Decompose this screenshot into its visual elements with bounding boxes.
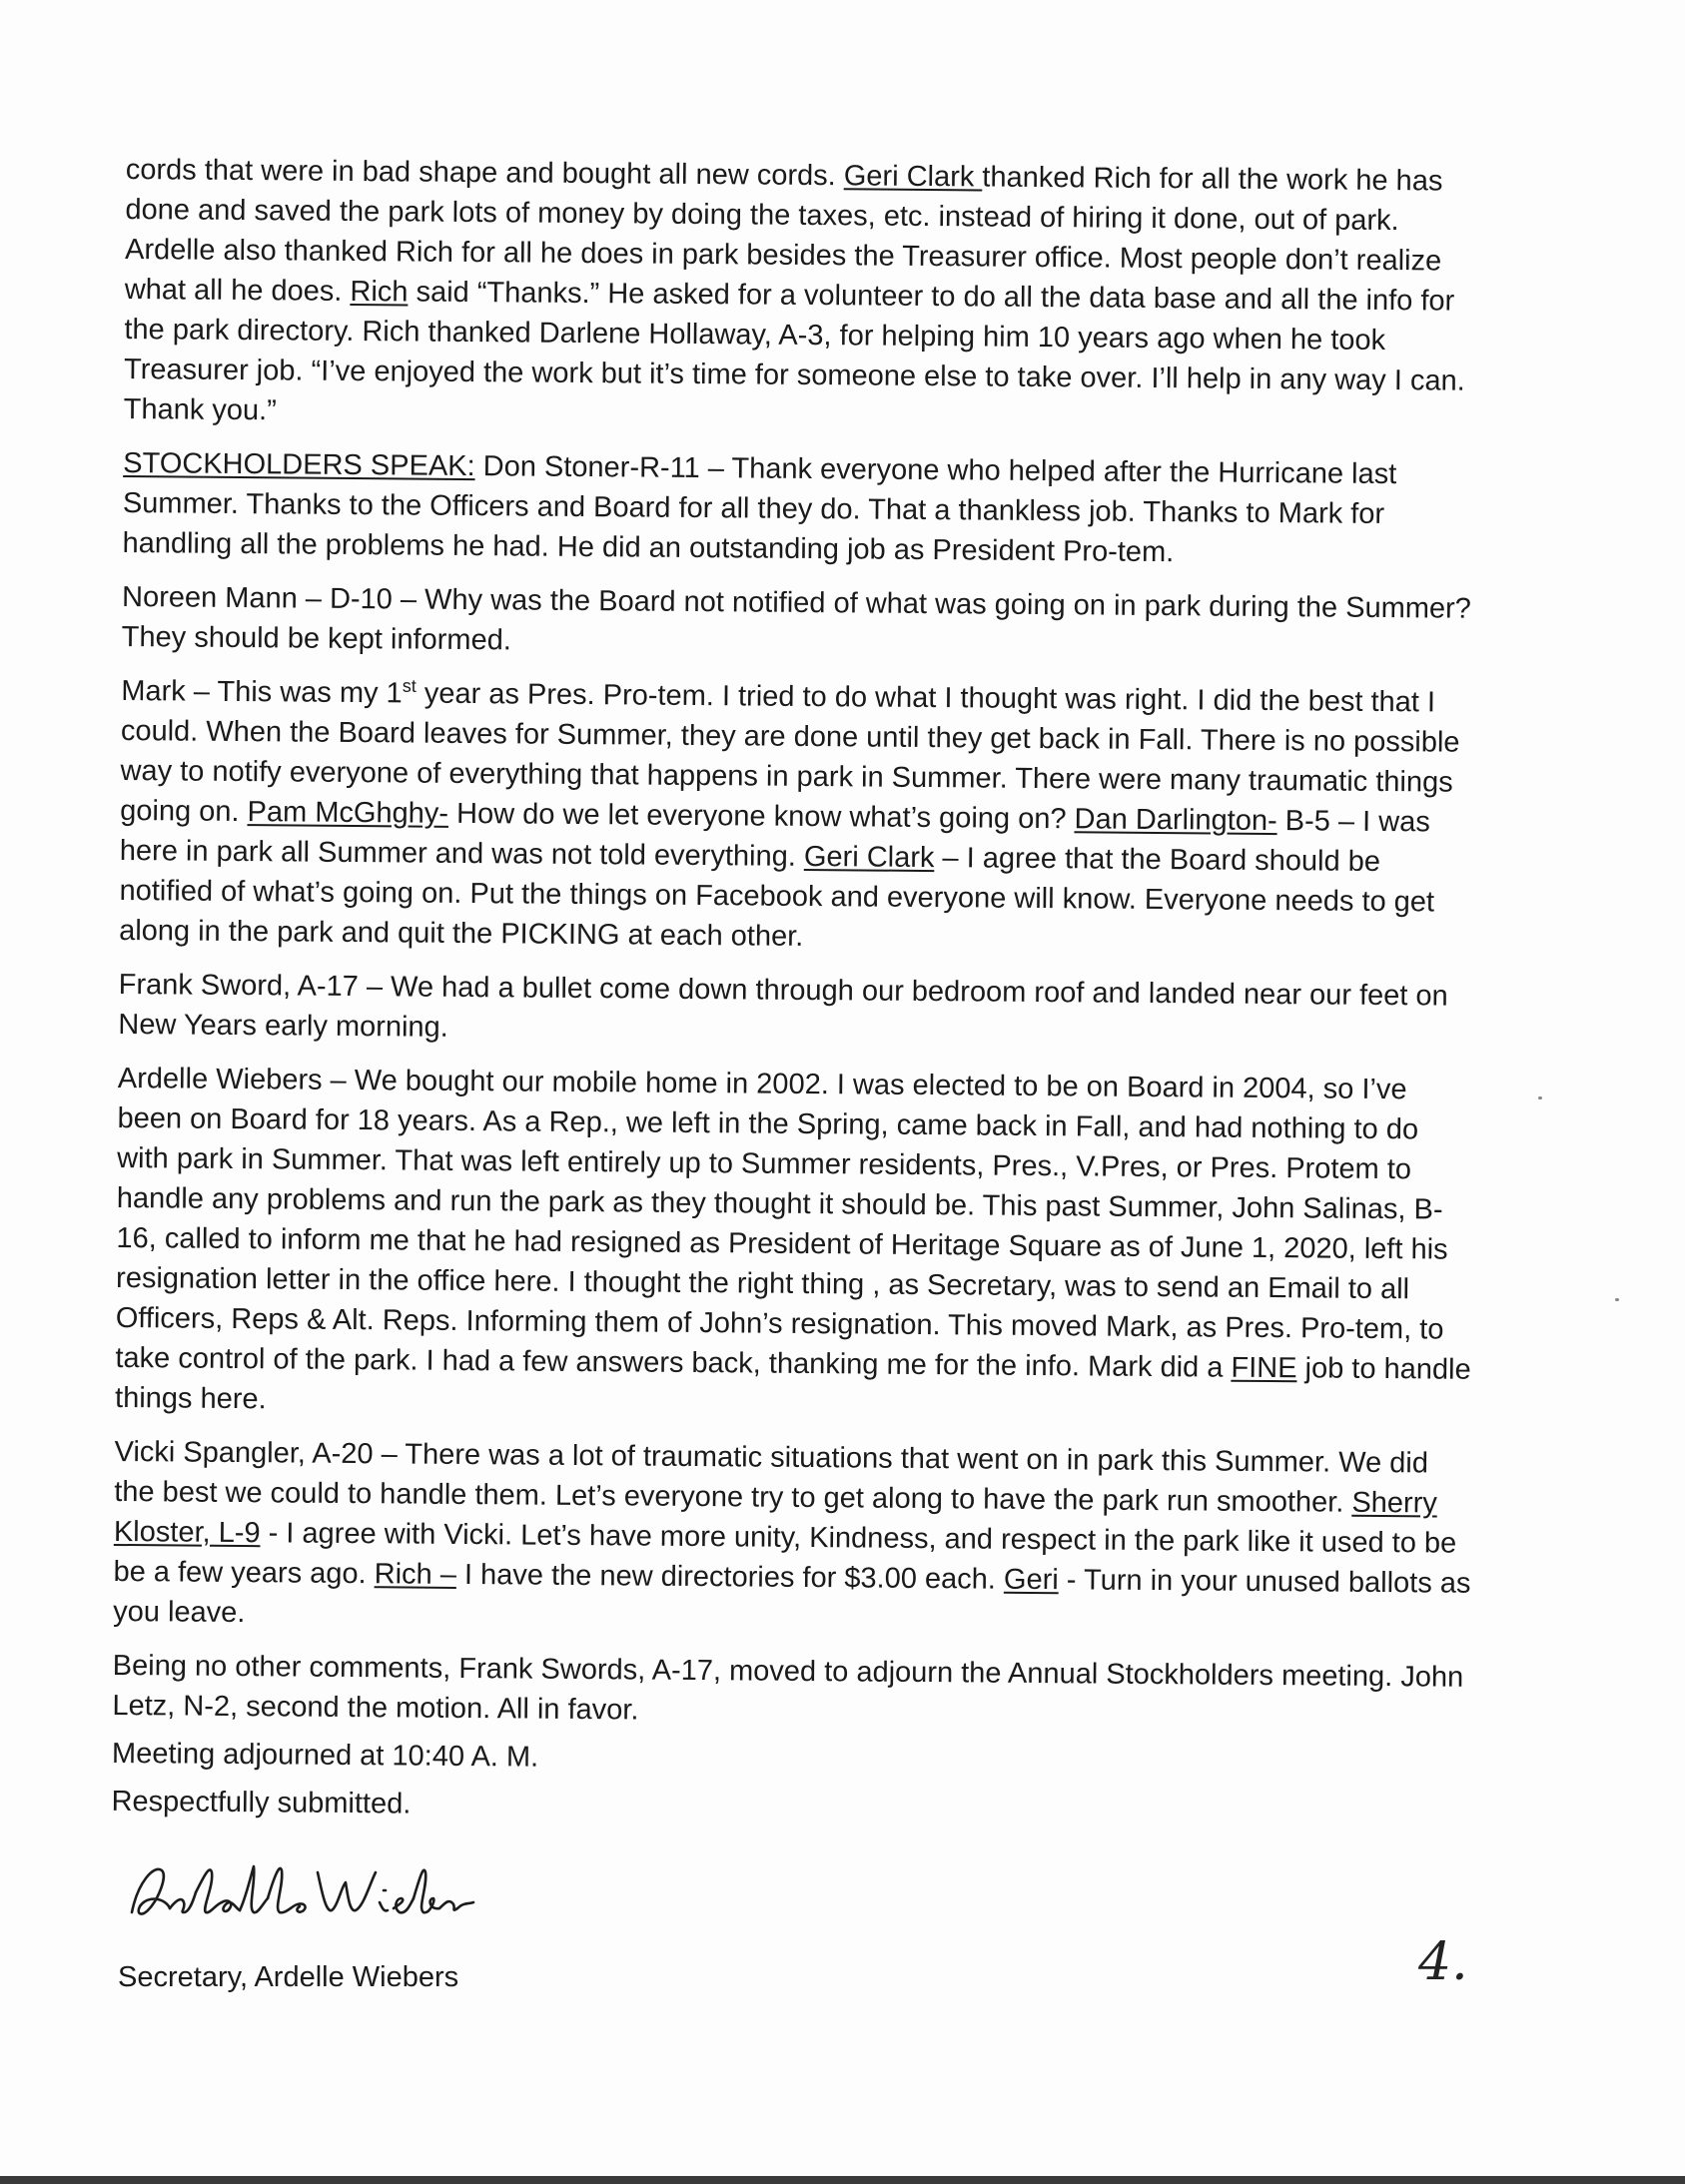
paragraph	[122, 443, 1481, 575]
text-segment: said “Thanks.” He asked for a volunteer to do all the data base and all the info for the park directory. Rich thanked Darlene Hollaway, A-3, for helping him 10 years ago when he took Treasurer job. “I’ve enjoyed the work but it’s time for someone else to take over. I’ll help in any way I can. Thank you.”	[123, 276, 1465, 427]
underlined-name: STOCKHOLDERS SPEAK:	[123, 446, 475, 483]
text-segment: Meeting adjourned at 10:40 A. M.	[111, 1737, 539, 1774]
underlined-name: Rich –	[374, 1558, 457, 1591]
minutes-body	[111, 150, 1484, 1841]
paragraph	[113, 1432, 1473, 1644]
text-segment: I have the new directories for $3.00 each.	[455, 1558, 1005, 1596]
text-segment: - Turn in your unused ballots as you leave.	[113, 1564, 1471, 1630]
text-segment: Being no other comments, Frank Swords, A-17, moved to adjourn the Annual Stockholders meeting. John Letz, N-2, second the motion. All in favor.	[112, 1649, 1464, 1727]
signature-block	[118, 1842, 477, 1937]
paragraph	[112, 1734, 1470, 1786]
text-segment: cords that were in bad shape and bought all new cords.	[125, 153, 844, 193]
scan-speck	[1538, 1096, 1542, 1099]
handwritten-signature	[118, 1842, 477, 1937]
text-segment: job to handle things here.	[114, 1352, 1471, 1416]
underlined-name: Pam McGhghy-	[247, 796, 449, 830]
underlined-name: Sherry Kloster, L-9	[113, 1486, 1437, 1550]
text-segment: B-5 – I was here in park all Summer and was not told everything.	[119, 805, 1430, 873]
text-segment: year as Pres. Pro-tem. I tried to do what I thought was right. I did the best that I could. When the Board leaves for Summer, they are done until they get back in Fall. There is no possible way to notify everyone of everything that happens in park in Summer. There were many traumatic things going on.	[120, 677, 1460, 829]
paragraph	[112, 1646, 1471, 1738]
paragraph	[111, 1782, 1469, 1833]
text-segment: Mark – This was my 1	[121, 674, 403, 710]
paragraph	[115, 1059, 1476, 1430]
scan-speck	[1615, 1298, 1619, 1301]
text-segment: Don Stoner-R-11 – Thank everyone who helped after the Hurricane last Summer. Thanks to the Officers and Board for all they do. That a thankless job. Thanks to Mark for handling all the problems he had. He did an outstanding job as President Pro-tem.	[122, 450, 1397, 569]
underlined-name: Dan Darlington-	[1074, 803, 1277, 838]
paragraph	[119, 671, 1479, 963]
scan-border	[0, 2176, 1685, 2184]
text-segment: thanked Rich for all the work he has done and saved the park lots of money by doing the taxes, etc. instead of hiring it done, out of park. Ardelle also thanked Rich for all he does in park besides the Treasurer office. Most people don’t realize what all he does.	[124, 161, 1443, 308]
text-segment: How do we let everyone know what’s going on?	[447, 797, 1075, 836]
page-number: 4.	[1418, 1932, 1468, 1992]
paragraph	[122, 577, 1481, 669]
paragraph	[124, 150, 1484, 441]
ordinal-superscript: st	[402, 675, 417, 696]
underlined-name: Geri Clark	[803, 840, 935, 875]
text-segment: Noreen Mann – D-10 – Why was the Board not notified of what was going on in park during the Summer? They should be kept informed.	[121, 580, 1472, 657]
underlined-name: Geri Clark	[843, 160, 983, 194]
underlined-name: Rich	[350, 275, 409, 309]
text-segment: Ardelle Wiebers – We bought our mobile home in 2002. I was elected to be on Board in 2004, so I’ve been on Board for 18 years. As a Rep., we left in the Spring, came back in Fall, and had nothing to do with park in Summer. That was left entirely up to Summer residents, Pres., V.Pres, or Pres. Protem to handle any problems and run the park as they thought it should be. This past Summer, John Salinas, B-16, called to inform me that he had resigned as President of Heritage Square as of June 1, 2020, left his resignation letter in the office here. I thought the right thing , as Secretary, was to send an Email to all Officers, Reps & Alt. Reps. Informing them of John’s resignation. This moved Mark, as Pres. Pro-tem, to take control of the park. I had a few answers back, thanking me for the info. Mark did a	[115, 1062, 1448, 1384]
paragraph	[118, 965, 1477, 1057]
text-segment: Frank Sword, A-17 – We had a bullet come down through our bedroom roof and landed near our feet on New Years early morning.	[118, 968, 1448, 1044]
text-segment: - I agree with Vicki. Let’s have more unity, Kindness, and respect in the park like it used to be be a few years ago.	[113, 1517, 1457, 1591]
text-segment: Respectfully submitted.	[111, 1785, 412, 1820]
text-segment: – I agree that the Board should be notified of what’s going on. Put the things on Facebook and everyone will know. Everyone needs to get along in the park and quit the PICKING at each other.	[119, 842, 1435, 953]
underlined-name: Geri	[1003, 1563, 1059, 1597]
text-segment: Vicki Spangler, A-20 – There was a lot of traumatic situations that went on in park this Summer. We did the best we could to handle them. Let’s everyone try to get along to have the park run smoother.	[114, 1435, 1429, 1519]
underlined-name: FINE	[1231, 1351, 1297, 1385]
signature-title: Secretary, Ardelle Wiebers	[118, 1961, 459, 1993]
